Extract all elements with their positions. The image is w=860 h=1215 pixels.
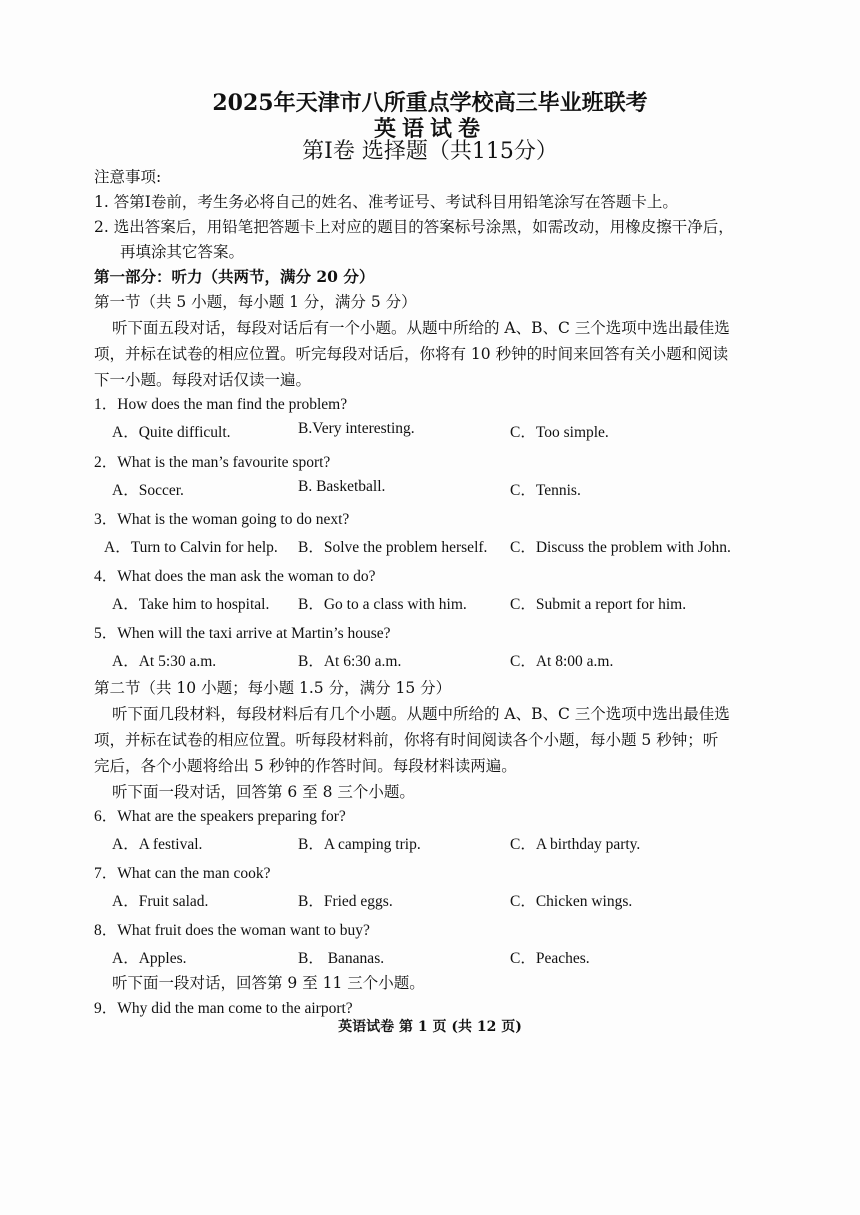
option-b: B．A camping trip. [298,836,421,853]
option-b: B. Basketball. [298,478,386,495]
sec1-instruction: 下一小题。每段对话仅读一遍。 [94,371,312,389]
option-a: A．Take him to hospital. [112,596,270,613]
question-stem: 1．How does the man find the problem? [94,396,348,413]
question-stem: 6．What are the speakers preparing for? [94,808,346,825]
option-c: C．Submit a report for him. [510,596,687,613]
option-a: A．At 5:30 a.m. [112,653,217,670]
question-stem: 5．When will the taxi arrive at Martin’s house? [94,625,391,642]
option-c: C．Discuss the problem with John. [510,539,731,556]
page-footer: 英语试卷 第 1 页 (共 12 页) [338,1019,522,1035]
sec1-instruction: 听下面五段对话，每段对话后有一个小题。从题中所给的 A、B、C 三个选项中选出最佳选 [112,319,730,337]
option-c: C．Peaches. [510,950,590,967]
exam-title: 2025年天津市八所重点学校高三毕业班联考 [212,90,648,116]
option-c: C．Chicken wings. [510,893,633,910]
sec1-instruction: 项，并标在试卷的相应位置。听完每段对话后，你将有 10 秒钟的时间来回答有关小题和阅读 [94,345,729,363]
option-c: C．Too simple. [510,424,609,441]
option-b: B．Fried eggs. [298,893,393,910]
option-a: A．Turn to Calvin for help. [104,539,278,556]
option-b: B．Go to a class with him. [298,596,467,613]
question-stem: 2．What is the man’s favourite sport? [94,454,331,471]
note-item-1: 1. 答第I卷前，考生务必将自己的姓名、准考证号、考试科目用铅笔涂写在答题卡上。 [94,193,678,211]
option-a: A．A festival. [112,836,203,853]
option-b: B．Solve the problem herself. [298,539,488,556]
note-item-2-cont: 再填涂其它答案。 [120,243,245,261]
sec2-instruction: 项，并标在试卷的相应位置。听每段材料前，你将有时间阅读各个小题，每小题 5 秒钟；听 [94,731,719,749]
option-a: A．Fruit salad. [112,893,209,910]
option-b: B．At 6:30 a.m. [298,653,402,670]
question-stem: 8．What fruit does the woman want to buy? [94,922,370,939]
sec2-instruction: 完后，各个小题将给出 5 秒钟的作答时间。每段材料读两遍。 [94,757,517,775]
sec2-heading: 第二节（共 10 小题；每小题 1.5 分，满分 15 分） [94,679,452,697]
option-c: C．At 8:00 a.m. [510,653,614,670]
section-title: 第I卷 选择题（共115分） [302,139,558,164]
option-c: C．A birthday party. [510,836,641,853]
subject-title: 英语试卷 [373,116,486,142]
question-stem: 9．Why did the man come to the airport? [94,1000,353,1017]
option-b: B． Bananas. [298,950,385,967]
sec2-instruction: 听下面几段材料，每段材料后有几个小题。从题中所给的 A、B、C 三个选项中选出最佳选 [112,705,730,723]
option-c: C．Tennis. [510,482,581,499]
question-stem: 7．What can the man cook? [94,865,271,882]
part1-heading: 第一部分：听力（共两节，满分 20 分） [94,267,375,286]
option-a: A．Quite difficult. [112,424,231,441]
option-a: A．Soccer. [112,482,184,499]
sec1-heading: 第一节（共 5 小题，每小题 1 分，满分 5 分） [94,293,417,311]
note-item-2: 2. 选出答案后，用铅笔把答题卡上对应的题目的答案标号涂黑，如需改动，用橡皮擦干净后， [94,218,734,236]
option-b: B.Very interesting. [298,420,415,437]
option-a: A．Apples. [112,950,187,967]
notes-heading: 注意事项: [94,168,162,186]
question-stem: 4．What does the man ask the woman to do? [94,568,376,585]
group-instruction: 听下面一段对话，回答第 6 至 8 三个小题。 [112,783,415,801]
group-instruction: 听下面一段对话，回答第 9 至 11 三个小题。 [112,974,425,992]
question-stem: 3．What is the woman going to do next? [94,511,350,528]
